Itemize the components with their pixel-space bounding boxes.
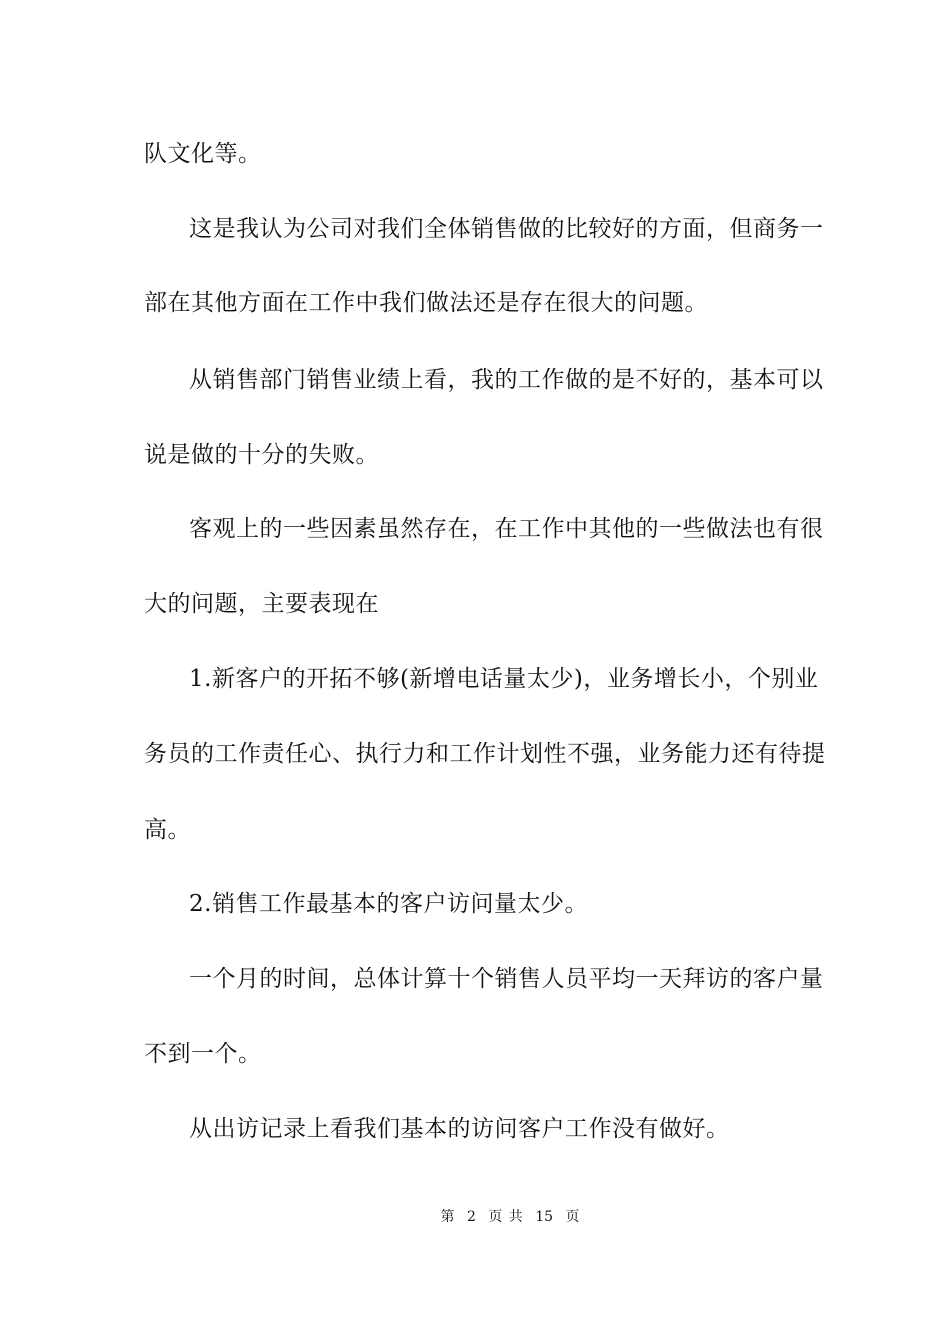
text-line: 务员的工作责任心、执行力和工作计划性不强，业务能力还有待提 <box>144 741 826 767</box>
footer-middle: 页 共 <box>488 1209 523 1225</box>
page-footer <box>0 1207 950 1227</box>
text-line: 高。 <box>144 817 191 843</box>
footer-prefix: 第 <box>440 1209 455 1225</box>
paragraph-line: 一个月的时间，总体计算十个销售人员平均一天拜访的客户量 <box>189 966 824 992</box>
paragraph-line: 1.新客户的开拓不够(新增电话量太少)，业务增长小，个别业 <box>189 666 819 692</box>
paragraph-line: 客观上的一些因素虽然存在，在工作中其他的一些做法也有很 <box>189 516 824 542</box>
paragraph-line: 从销售部门销售业绩上看，我的工作做的是不好的，基本可以 <box>189 367 824 393</box>
paragraph-line: 从出访记录上看我们基本的访问客户工作没有做好。 <box>189 1116 730 1142</box>
footer-total-pages: 15 <box>535 1209 554 1225</box>
footer-page-number: 2 <box>466 1209 476 1225</box>
footer-suffix: 页 <box>565 1209 580 1225</box>
text-line: 队文化等。 <box>144 141 262 167</box>
text-line: 部在其他方面在工作中我们做法还是存在很大的问题。 <box>144 290 708 316</box>
text-line: 说是做的十分的失败。 <box>144 442 379 468</box>
paragraph-line: 2.销售工作最基本的客户访问量太少。 <box>189 891 588 917</box>
text-line: 大的问题，主要表现在 <box>144 591 379 617</box>
text-line: 不到一个。 <box>144 1041 262 1067</box>
paragraph-line: 这是我认为公司对我们全体销售做的比较好的方面，但商务一 <box>189 216 824 242</box>
